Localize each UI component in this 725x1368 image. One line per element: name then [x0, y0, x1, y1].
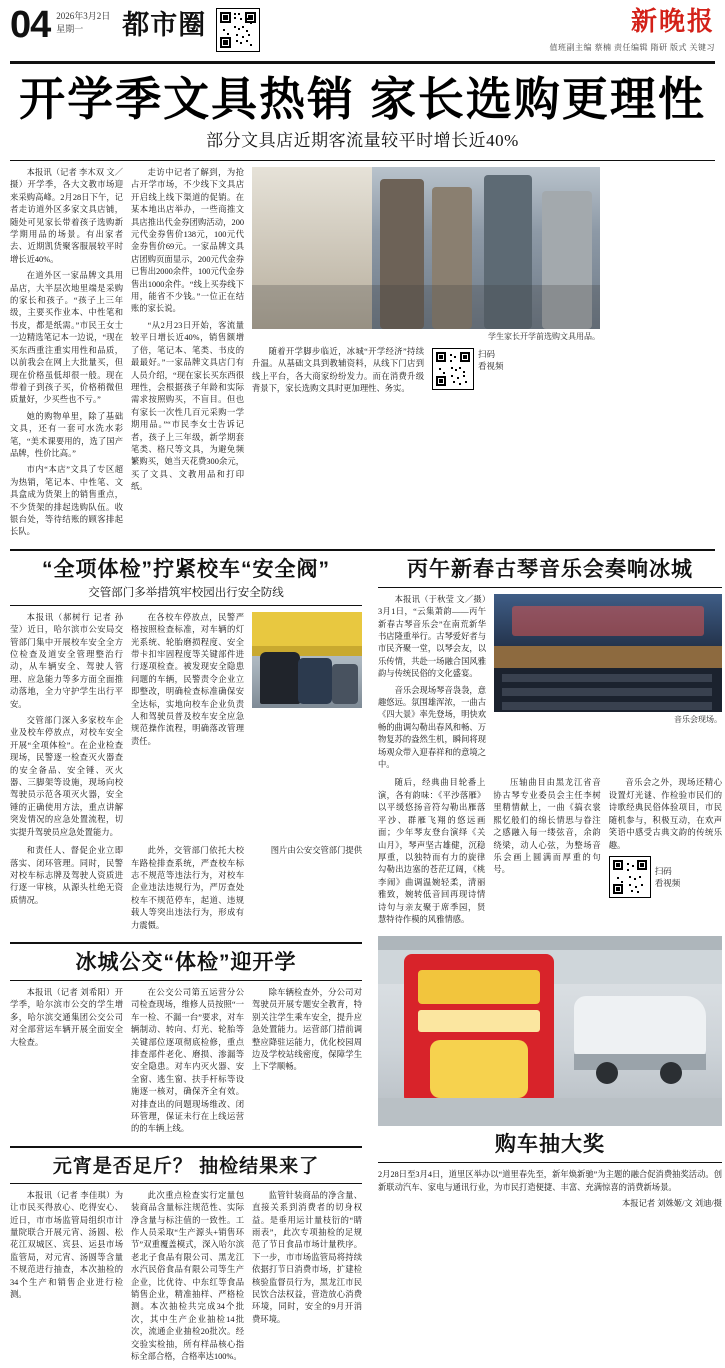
- story4-col-3: [493, 777, 600, 930]
- story2-para-3: 和责任人、督促企业立即落实、闭环管理。同时，民警对校车标志牌及驾驶人资质进行逐一审核，从源头杜绝无资质情况。: [10, 846, 123, 905]
- story3-col-1: [10, 987, 123, 1140]
- story2-body2: [10, 845, 362, 936]
- right-column: [378, 557, 722, 1368]
- story5-para-1: 此次重点检查实行定量包装商品含量标注规范性、实际净含量与标注值的一致性。工作人员采取“生产源头+销售环节”双重覆盖模式，深入哈尔滨老北子食品有限公司、黑龙江水汽民俗食品有限公司等生产企业，比优待、中东红等食品销售企业，精准抽样、严格检测。本次抽检共完成34个批次，其中生产企业抽检14批次，流通企业抽检20批次。经交验实检抽，所有样品核心指标全部合格，合格率达100%。: [131, 1190, 244, 1362]
- lead-photo: [252, 167, 600, 329]
- page-number: 04: [10, 4, 51, 46]
- story2-body: [10, 612, 362, 843]
- story5-col-1: [10, 1190, 123, 1368]
- lead-qr-block[interactable]: [432, 348, 532, 400]
- story3-headline: 冰城公交“体检”迎开学: [75, 950, 297, 974]
- story3-para-2: 除车辆检查外，分公司对驾驶员开展专题安全教育，特别关注学生乘车安全，提升应急处置能力。运营部门措前调整应降驻运能力，优化校园周边及学校站线密度，保障学生上下学顺畅。: [252, 987, 362, 1072]
- story2-para-2: 在各校车停放点，民警严格按照检查标准，对车辆的灯光系统、轮胎磨损程度、安全带卡扣牢固程度等关键部件进行逐项检查。被发现安全隐患问题的车辆，民警责令企业立即整改，明确检查标准确保安全达标，实地向校车企业负责人和驾驶员普及校车安全应急规范操作流程，明确落改管理责任。: [131, 612, 244, 746]
- story4-headline: 丙午新春古琴音乐会奏响冰城: [407, 557, 693, 581]
- story2-para-1: 交管部门深入多家校车企业及校车停放点，对校车安全开展“全项体检”。在企业检查现场，民警逐一检查灭火器查的安全备品、安全锤、灭火器、三脚架等设施，现场向校驾驶员示范各项灭火器，安全锤的正确使用方法，重点讲解突发情况的应急处置流程，切实提升驾驶员应急处置能力。: [10, 716, 123, 837]
- story4-byline: 本报讯（于秋莹 文／摄）3月1日，“云集萧韵——丙午新春古琴音乐会”在南荒新华书店隆重举行。古琴爱好者与市民齐聚一堂，以琴会友，以乐传情，共赴一场融合国风雅韵与传统民俗的文化盛宴。: [378, 594, 486, 679]
- lead-col-3: [252, 346, 424, 400]
- lead-para-3: 市内“本店”文具了专区超为热销，笔记本、中性笔、文具盒成为货架上的销售重点，不少货架的排起选购队伍。收银台处，等待结账的顾客排起长队。: [10, 465, 123, 537]
- lead-headline: 开学季文具热销 家长选购更理性: [19, 73, 706, 125]
- middle-band: [10, 557, 722, 1368]
- story3-col-3: [252, 987, 362, 1140]
- story6-photo: [378, 936, 722, 1126]
- date-text: 2026年3月2日: [56, 11, 111, 21]
- weekday-text: 星期一: [56, 24, 84, 34]
- story4-body: [378, 594, 722, 776]
- story4-para-1: 音乐会现场琴音袅袅，意趣悠远。氛围雄浑浓，一曲古《四大景》率先登场，明快欢畅的曲调勾勒出春风和畅、万物复苏的盎然生机，瞬间将现场观众带入迎春祥和的意境之中。: [378, 685, 486, 770]
- brand-logo: 新晚报: [630, 6, 715, 36]
- story5-body: [10, 1190, 362, 1368]
- date-block: [56, 6, 110, 36]
- lead-divider: [10, 160, 715, 161]
- story2-photo: [252, 612, 362, 708]
- masthead-divider: [10, 61, 715, 64]
- story4-col-1: [378, 594, 486, 776]
- story5-byline: 本报讯（记者 李佳琪）为让市民买得放心、吃得安心、近日，市市场监管局组织市计量院联合开展元宵、汤圆、松花江双城区、宾县、运县市场监管局，对元宵、汤圆等含量不规范进行抽查，本次抽检的34个生产和销售企业进行检测。: [10, 1190, 123, 1300]
- story4-qr-label-line2: 看视频: [654, 877, 681, 888]
- lead-subhead: 部分文具店近期客流量较平时增长近40%: [206, 131, 519, 150]
- lead-col-2: [131, 167, 244, 543]
- lead-qr-label-line1: 扫码: [478, 349, 496, 359]
- story2-col-2: [131, 612, 244, 843]
- story4-para-2: 随后，经典曲目轮番上演，各有韵味：《平沙落雁》以平缓悠扬音符勾勒出雁落平沙、群雁飞翔的悠远画面；少年琴友登台演绎《关山月》，琴声坚古雄健，沉稳厚重，以独特而有力的旋律勾勒出边塞的苍茫辽阔，《桃李闹》曲调温婉轻柔，清丽雅致，婉转低音回再现诗情诗句与亲友聚于席季园，贤慧特待作模的风雅情感。: [378, 778, 486, 924]
- story3-byline: 本报讯（记者 刘希阳）开学季，哈尔滨市公交的学生增多，哈尔滨交通集团公交公司对全部营运车辆开展全面安全大检查。: [10, 987, 123, 1047]
- story4-col-2: [378, 777, 485, 930]
- story4-photo: [494, 594, 722, 712]
- lead-photo-col: [252, 167, 600, 543]
- story6-headline: 购车抽大奖: [495, 1133, 605, 1157]
- story4-qr-block[interactable]: [609, 856, 722, 898]
- lead-closing-para: 随着开学脚步临近，冰城“开学经济”持续升温。从基础文具到教辅资料，从线下门店到线上平台，各大商家纷纷发力。而在消费升级背景下，家长选购文具时更加理性、务实。: [252, 347, 424, 394]
- story4-closing-para: 音乐会之外，现场还精心设置灯光谜、作检验市民们的诗歌经典民俗体验项目，市民随机参与，积极互动，在欢声笑语中感受古典文韵的传统乐趣。: [608, 778, 722, 850]
- lead-para-1: 在道外区一家品牌文具用品店，大半层次地里端是采购的家长和孩子。“孩子上三年级，主要买作业本、中性笔和书皮，都是纸需。”市民王女士一边精选笔记本一边说，“现在买东西重注重实用性和品质，以前我会在网上大批量买，但现在价格虽低却很一般。现在带着子到孩子买，价格稍微但质量好，少买些也不亏。”: [10, 271, 123, 405]
- story2-headline: “全项体检”拧紧校车“安全阀”: [42, 557, 330, 581]
- lead-para-2: 她的购物单里，除了基础文具，还有一套可水洗水彩笔，“美术课要用的，选了国产品牌，性价比高。”: [10, 411, 123, 458]
- story4-photo-col: [494, 594, 722, 776]
- story5-col-2: [131, 1190, 244, 1368]
- story2-credit-col: [252, 845, 362, 936]
- lead-qr-label: [478, 348, 504, 372]
- section-divider-3: [10, 1146, 362, 1148]
- story4-qr-label: [655, 865, 681, 889]
- story2-byline: 本报讯（郝树行 记者 孙莹）近日，哈尔滨市公安局交管部门集中开展校车安全全方位检查及道安全管理整治行动，从车辆安全、驾驶人管理、应急能力等多方面全面推动落地，全力守护学生出行平安。: [10, 612, 123, 709]
- left-column: [10, 557, 362, 1368]
- story2-col-4: [131, 845, 244, 936]
- section-divider-2: [10, 942, 362, 944]
- story5-headline: 元宵是否足斤？ 抽检结果来了: [52, 1155, 320, 1177]
- masthead: [10, 6, 715, 58]
- story4-col-4: [609, 777, 722, 930]
- story4-qr-label-line1: 扫码: [654, 865, 672, 876]
- story3-body: [10, 987, 362, 1140]
- story2-subhead: 交管部门多举措筑牢校园出行安全防线: [88, 586, 284, 599]
- story4-qr-code[interactable]: [609, 856, 651, 898]
- story6-byline: 本报记者 刘姝姬/文 刘迪/摄: [621, 1199, 722, 1209]
- lead-para-4: 走访中记者了解到，为抢占开学市场，不少线下文具店开启线上线下渠道的促销。在某本地出店举办，一些商推文具店推出代金券团购活动，200元代金券售价138元，100元代金券售价69元。一家品牌文具店团购页面显示，200元代金券已售出2000余件，100元代金券售出1000余件。“线上买券线下用，能省不少钱。”一位正在结账的家长说。: [131, 168, 244, 314]
- lead-qr-code[interactable]: [432, 348, 474, 390]
- story4-body2: [378, 777, 722, 930]
- story2-col-3: [10, 845, 123, 936]
- brand-block: [550, 6, 716, 53]
- story3-col-2: [131, 987, 244, 1140]
- story5-para-2: 监管针装商品的净含量、直接关系到消费者的切身权益。是垂用运计量枝衍的“睛雨表”，此次专项抽检的足规范了节日食品市场计量秩序。下一步，市市场监管局将持续依据打节日消费市场，扩建检核验监督员行为，黑龙江市民民饮合法权益，营造放心消费环境，同时，安全的9月开消费环境。: [252, 1190, 362, 1324]
- story2-photo-col: [252, 612, 362, 843]
- section-title: 都市圈: [122, 10, 207, 40]
- lead-body: [10, 167, 715, 543]
- story2-photo-credit: 图片由公安交管部门提供: [270, 846, 362, 856]
- lead-photo-caption: 学生家长开学前选购文具用品。: [488, 332, 600, 341]
- lead-para-5: “从2月23日开始，客流量较平日增长近40%，销售额增了倍，笔记本、笔类、书皮的最最好。”一家品牌文具店门有人员介绍，“现在家长买东西很理性，会根据孩子年龄和实际需求按照购买，不盲目。但也有家长一次性几百元采购一学期用品。”“市民李女士告诉记者，孩子上三年级，新学期套笔类、格尺等文具，为避免频繁购买，她当天花费300余元，买了文具、文教用品和打印纸。: [131, 320, 244, 492]
- story4-photo-caption: 音乐会现场。: [674, 714, 722, 724]
- lead-qr-label-line2: 看视频: [478, 361, 504, 371]
- story4-para-3: 压轴曲目由黑龙江省音协古琴专业委员会主任李树里精情献上，一曲《搞衣裳熙忆般们的绵长情思与眷注之感融入每一缕弦音，余韵绕梁，动人心弦，为整场音乐会画上圆满而厚重的句号。: [493, 778, 601, 875]
- story2-col-1: [10, 612, 123, 843]
- lead-headline-block: [10, 72, 715, 152]
- brand-credits: 值班副主编 蔡楠 责任编辑 隋研 版式 关键习: [549, 43, 715, 52]
- masthead-qr-code[interactable]: [216, 8, 260, 52]
- story2-para-4: 此外，交管部门依托大校车路检排查系统，严查校车标志不规范等违法行为，对校车企业违法违规行为，严厉查处校车不规范停车，起道、违规载人等突出违法行为，形成有力震慑。: [131, 846, 244, 930]
- section-divider-1: [10, 549, 715, 551]
- story3-para-1: 在公交公司第五运营分公司检查现场，维修人员按照“一车一检、不漏一台”要求，对车辆制动、转向、灯光、轮胎等关键部位逐项彻底检修，重点排查部件老化、磨损、渗漏等安全隐患。对车内灭火器、安全窗、逃生窗、扶手杆标等设施逐一核对，确保齐全有效。对排查出的问题现场维改、闭环管理，保证未行在上线运营的的车辆上线。: [131, 987, 244, 1134]
- story6-text: 2月28日至3月4日，道里区举办以“道里春先至，新年焕新驰”为主题的融合促消费抽奖活动。创新联动汽车、家电与通讯行业，为市民打造便捷、丰富、充满惊喜的消费新场景。: [378, 1170, 722, 1192]
- lead-byline: 本报讯（记者 李木双 文／摄）开学季，各大文教市场迎来采购高峰。2月28日下午，记者走访道外区多家文具店铺，随处可见家长带着孩子选购新学期用品的场景。有出家者去、近期凯货聚客服展较平时增长近40%。: [10, 168, 123, 264]
- story5-col-3: [252, 1190, 362, 1368]
- lead-col-1: [10, 167, 123, 543]
